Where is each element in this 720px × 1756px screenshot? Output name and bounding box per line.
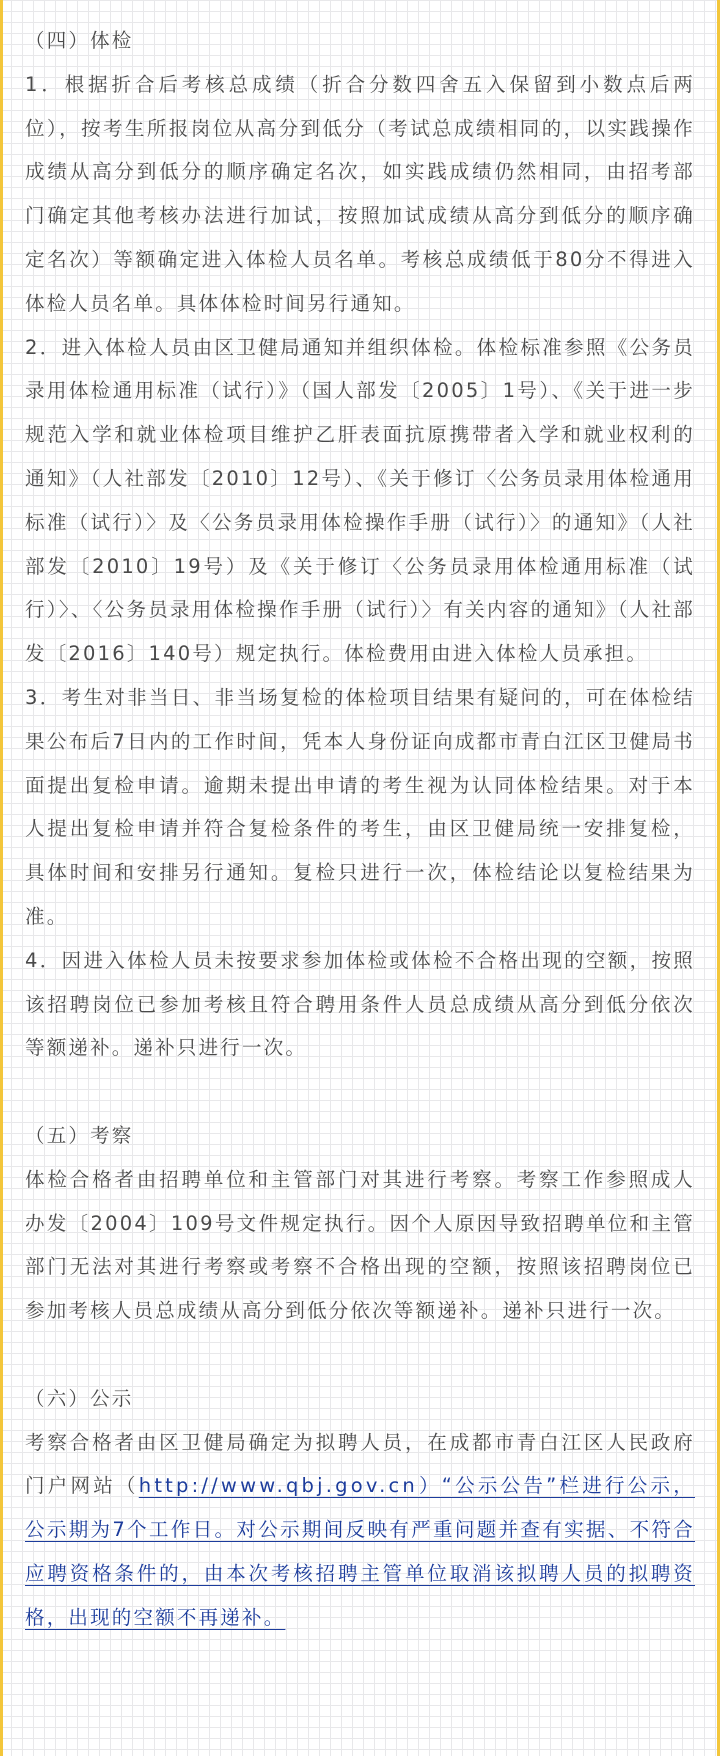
section-spacer — [25, 1070, 695, 1114]
section-4-heading: （四）体检 — [25, 29, 134, 52]
article-body — [3, 0, 717, 1639]
section-4-item-4: 4．因进入体检人员未按要求参加体检或体检不合格出现的空额，按照该招聘岗位已参加考核且符合聘用条件人员总成绩从高分到低分依次等额递补。递补只进行一次。 — [25, 948, 695, 1060]
section-spacer — [25, 1333, 695, 1377]
section-6-heading: （六）公示 — [25, 1386, 134, 1410]
section-5-body: 体检合格者由招聘单位和主管部门对其进行考察。考察工作参照成人办发〔2004〕109号文件规定执行。因个人原因导致招聘单位和主管部门无法对其进行考察或考察不合格出现的空额，按照该招聘岗位已参加考核人员总成绩从高分到低分依次等额递补。递补只进行一次。 — [25, 1167, 695, 1323]
section-5-heading: （五）考察 — [25, 1123, 134, 1147]
section-4-item-2: 2．进入体检人员由区卫健局通知并组织体检。体检标准参照《公务员录用体检通用标准（试行）》（国人部发〔2005〕1号）、《关于进一步规范入学和就业体检项目维护乙肝表面抗原携带者入学和就业权利的通知》（人社部发〔2010〕12号）、《关于修订〈公务员录用体检通用标准（试行）〉及〈公务员录用体检操作手册（试行）〉的通知》（人社部发〔2010〕19号）及《关于修订〈公务员录用体检通用标准（试行）〉、〈公务员录用体检操作手册（试行）〉有关内容的通知》（人社部发〔2016〕140号）规定执行。体检费用由进入体检人员承担。 — [25, 335, 695, 666]
gov-site-link[interactable]: http://www.qbj.gov.cn — [138, 1474, 418, 1498]
section-6-body-prefix: 考察合格者由区卫健局确定为拟聘人员，在成都市青白江区人民政府门户网站（ — [25, 1430, 695, 1498]
section-6-body — [25, 1421, 695, 1640]
section-4-item-3: 3．考生对非当日、非当场复检的体检项目结果有疑问的，可在体检结果公布后7日内的工作时间，凭本人身份证向成都市青白江区卫健局书面提出复检申请。逾期未提出申请的考生视为认同体检结果。对于本人提出复检申请并符合复检条件的考生，由区卫健局统一安排复检，具体时间和安排另行通知。复检只进行一次，体检结论以复检结果为准。 — [25, 685, 695, 928]
section-6-linked-text[interactable]: ）“公示公告”栏进行公示，公示期为7个工作日。对公示期间反映有严重问题并查有实据、不符合应聘资格条件的，由本次考核招聘主管单位取消该拟聘人员的拟聘资格，出现的空额不再递补。 — [25, 1474, 695, 1629]
section-4-item-1: 1．根据折合后考核总成绩（折合分数四舍五入保留到小数点后两位），按考生所报岗位从高分到低分（考试总成绩相同的，以实践操作成绩从高分到低分的顺序确定名次，如实践成绩仍然相同，由招考部门确定其他考核办法进行加试，按照加试成绩从高分到低分的顺序确定名次）等额确定进入体检人员名单。考核总成绩低于80分不得进入体检人员名单。具体体检时间另行通知。 — [25, 72, 695, 315]
